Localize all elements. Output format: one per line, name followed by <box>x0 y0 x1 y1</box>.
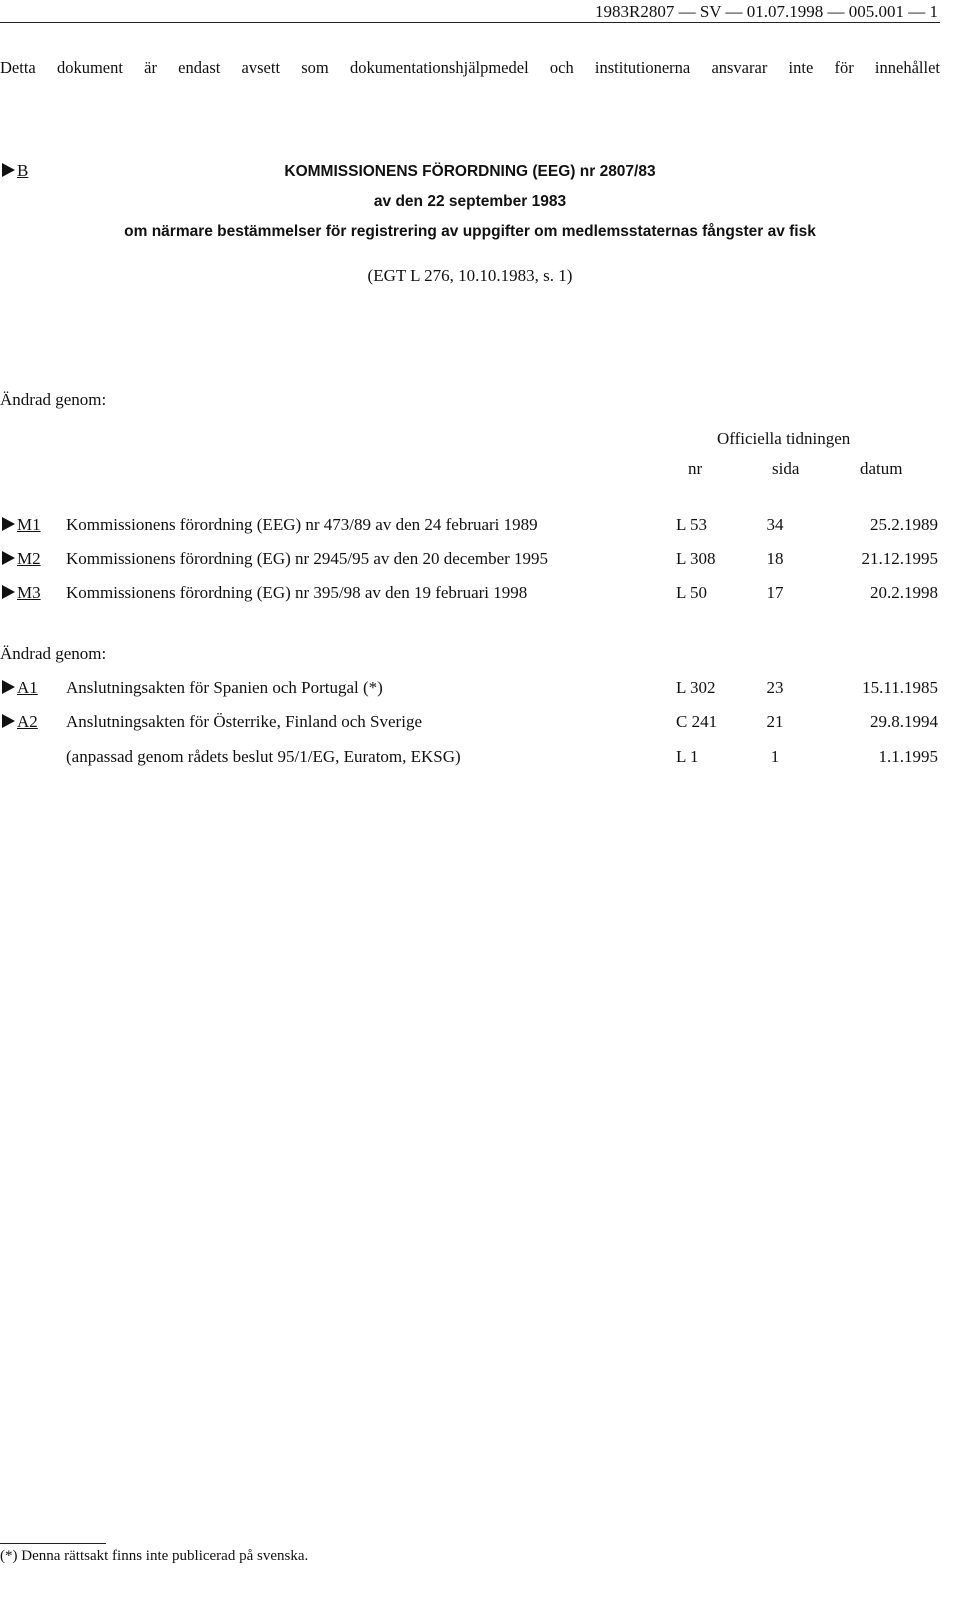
amendment-marker[interactable]: M3 <box>2 583 41 603</box>
column-header-datum: datum <box>860 459 903 478</box>
act-oj-date: 15.11.1985 <box>862 678 938 697</box>
act-oj-date: 29.8.1994 <box>870 712 938 731</box>
amendment-oj-nr: L 50 <box>676 583 708 602</box>
amendment-oj-date: 21.12.1995 <box>861 549 938 568</box>
act-oj-nr: L 1 <box>676 747 699 766</box>
act-row <box>0 747 940 771</box>
oj-reference: (EGT L 276, 10.10.1983, s. 1) <box>367 266 573 285</box>
amendment-oj-page: 18 <box>766 549 784 568</box>
amended-by-label: Ändrad genom: <box>0 390 107 409</box>
marker-arrow-icon <box>2 517 15 531</box>
regulation-subject: om närmare bestämmelser för registrering av uppgifter om medlemsstaternas fångster av fisk <box>124 223 816 240</box>
footnote: (*) Denna rättsakt finns inte publicerad på svenska. <box>0 1548 309 1564</box>
base-marker-code: B <box>17 161 29 180</box>
amendment-row <box>0 583 940 607</box>
act-description: (anpassad genom rådets beslut 95/1/EG, Euratom, EKSG) <box>66 747 461 766</box>
amendment-oj-nr: L 53 <box>676 515 708 534</box>
marker-arrow-icon <box>2 551 15 565</box>
amendment-description: Kommissionens förordning (EG) nr 2945/95 av den 20 december 1995 <box>66 549 549 568</box>
act-description: Anslutningsakten för Spanien och Portugal (*) <box>66 678 383 697</box>
act-oj-nr: C 241 <box>676 712 718 731</box>
amended-by-label-acts: Ändrad genom: <box>0 644 107 663</box>
amendment-row <box>0 549 940 573</box>
act-oj-date: 1.1.1995 <box>878 747 938 766</box>
disclaimer: Detta dokument är endast avsett som dokumentationshjälpmedel och institutionerna ansvarar inte för innehållet <box>0 58 940 77</box>
document-reference-header: 1983R2807 — SV — 01.07.1998 — 005.001 — 1 <box>594 2 938 21</box>
column-header-nr: nr <box>688 459 703 478</box>
marker-arrow-icon <box>2 585 15 599</box>
footnote-rule <box>0 1543 106 1544</box>
act-oj-nr: L 302 <box>676 678 716 697</box>
amendment-marker[interactable]: M1 <box>2 515 41 535</box>
amendment-row <box>0 515 940 539</box>
act-marker[interactable]: A1 <box>2 678 38 698</box>
act-oj-page: 21 <box>766 712 784 731</box>
header-rule <box>0 22 940 23</box>
act-oj-page: 1 <box>770 747 780 766</box>
regulation-title: KOMMISSIONENS FÖRORDNING (EEG) nr 2807/83 <box>284 163 656 180</box>
amendment-oj-page: 17 <box>766 583 784 602</box>
act-oj-page: 23 <box>766 678 784 697</box>
amendment-oj-date: 20.2.1998 <box>870 583 938 602</box>
official-journal-header: Officiella tidningen <box>717 429 851 448</box>
marker-arrow-icon <box>2 680 15 694</box>
amendment-description: Kommissionens förordning (EG) nr 395/98 av den 19 februari 1998 <box>66 583 528 602</box>
regulation-date: av den 22 september 1983 <box>373 193 567 210</box>
amendment-marker[interactable]: M2 <box>2 549 41 569</box>
act-description: Anslutningsakten för Österrike, Finland och Sverige <box>66 712 422 731</box>
amendment-oj-nr: L 308 <box>676 549 716 568</box>
act-row <box>0 712 940 736</box>
amendment-oj-page: 34 <box>766 515 784 534</box>
column-header-sida: sida <box>772 459 800 478</box>
act-marker[interactable]: A2 <box>2 712 38 732</box>
amendment-description: Kommissionens förordning (EEG) nr 473/89 av den 24 februari 1989 <box>66 515 538 534</box>
marker-arrow-icon <box>2 714 15 728</box>
act-row <box>0 678 940 702</box>
amendment-oj-date: 25.2.1989 <box>870 515 938 534</box>
